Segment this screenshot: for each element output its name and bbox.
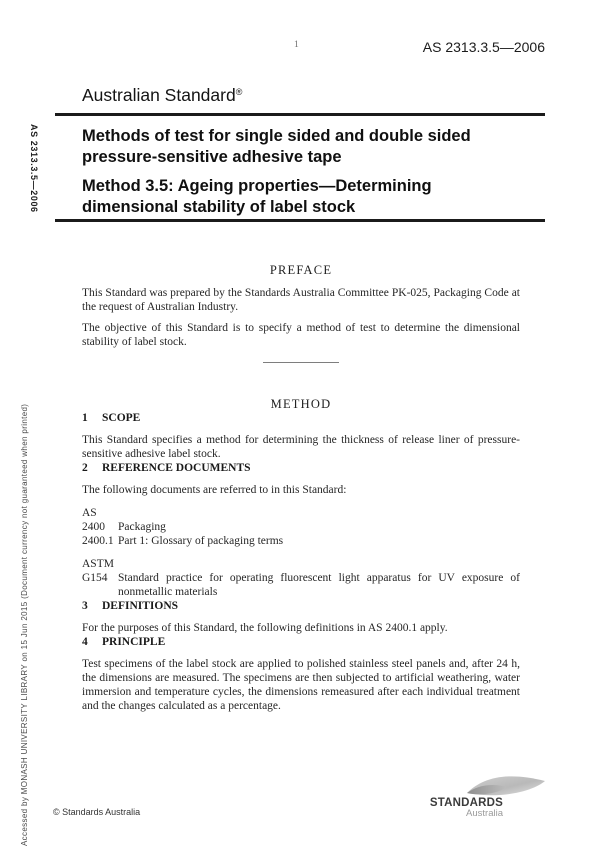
logo-swoosh-icon xyxy=(466,772,546,800)
preface-paragraph-1: This Standard was prepared by the Standards Australia Committee PK-025, Packaging Code at the request of Australian Industry. xyxy=(82,287,520,313)
logo-wordmark: STANDARDS xyxy=(429,797,503,809)
reference-row xyxy=(82,571,520,599)
doc-title-method xyxy=(82,176,432,217)
section-title: REFERENCE DOCUMENTS xyxy=(102,462,251,474)
section-number: 2 xyxy=(82,462,88,474)
section-heading-principle xyxy=(82,635,520,649)
standards-australia-logo xyxy=(424,770,548,820)
reference-group-label-as: AS xyxy=(82,507,97,519)
section-number: 3 xyxy=(82,600,88,612)
access-note-text: Accessed by MONASH UNIVERSITY LIBRARY on 15 Jun 2015 (Document currency not guaranteed when printed) xyxy=(20,403,29,846)
brand-title-text: Australian Standard xyxy=(82,85,236,105)
document-body xyxy=(82,263,520,713)
doc-title-primary-line2: pressure-sensitive adhesive tape xyxy=(82,147,342,166)
logo-sub-wordmark: Australia xyxy=(466,808,503,819)
reference-row xyxy=(82,520,520,534)
reference-code: 2400 xyxy=(82,521,105,533)
section-paragraph-definitions: For the purposes of this Standard, the following definitions in AS 2400.1 apply. xyxy=(82,622,448,634)
section-title: DEFINITIONS xyxy=(102,600,179,612)
registered-mark: ® xyxy=(235,87,243,97)
section-heading-definitions xyxy=(82,599,520,613)
section-paragraph-references: The following documents are referred to in this Standard: xyxy=(82,484,347,496)
reference-text: Standard practice for operating fluorescent light apparatus for UV exposure of nonmetallic materials xyxy=(118,572,520,598)
section-number: 1 xyxy=(82,412,88,424)
masthead-rule xyxy=(55,113,545,116)
section-paragraph-scope: This Standard specifies a method for determining the thickness of release liner of pressure-sensitive adhesive label stock. xyxy=(82,434,520,460)
doc-title-primary-line1: Methods of test for single sided and double sided xyxy=(82,127,471,145)
reference-group-label-astm: ASTM xyxy=(82,558,114,570)
doc-title-method-line2: dimensional stability of label stock xyxy=(82,197,356,216)
section-divider xyxy=(263,362,339,363)
copyright-notice: © Standards Australia xyxy=(53,807,141,817)
preface-paragraph-2: The objective of this Standard is to specify a method of test to determine the dimensional stability of label stock. xyxy=(82,322,520,348)
section-paragraph-principle: Test specimens of the label stock are applied to polished stainless steel panels and, after 24 h, the dimensions are measured. The specimens are then subjected to artificial weathering, water immersion and temperature cycles, the dimensions remeasured after each individual treatment and the changes calculated as a percentage. xyxy=(82,658,520,712)
reference-text: Packaging xyxy=(118,521,166,533)
doc-title-primary xyxy=(82,126,471,167)
page-number: 1 xyxy=(294,40,299,50)
doc-code: AS 2313.3.5—2006 xyxy=(422,39,545,55)
section-heading-references xyxy=(82,461,520,475)
reference-code: G154 xyxy=(82,572,108,584)
brand-title xyxy=(82,85,242,106)
reference-row xyxy=(82,534,520,548)
doc-title-method-line1: Method 3.5: Ageing properties—Determining xyxy=(82,177,432,195)
reference-text: Part 1: Glossary of packaging terms xyxy=(118,535,284,547)
method-heading: METHOD xyxy=(270,397,332,411)
section-heading-scope xyxy=(82,411,520,425)
spine-code-text: AS 2313.3.5—2006 xyxy=(29,124,39,213)
section-number: 4 xyxy=(82,636,88,648)
title-rule xyxy=(55,219,545,222)
preface-heading: PREFACE xyxy=(269,263,333,277)
reference-code: 2400.1 xyxy=(82,535,114,547)
section-title: PRINCIPLE xyxy=(102,636,166,648)
section-title: SCOPE xyxy=(102,412,141,424)
